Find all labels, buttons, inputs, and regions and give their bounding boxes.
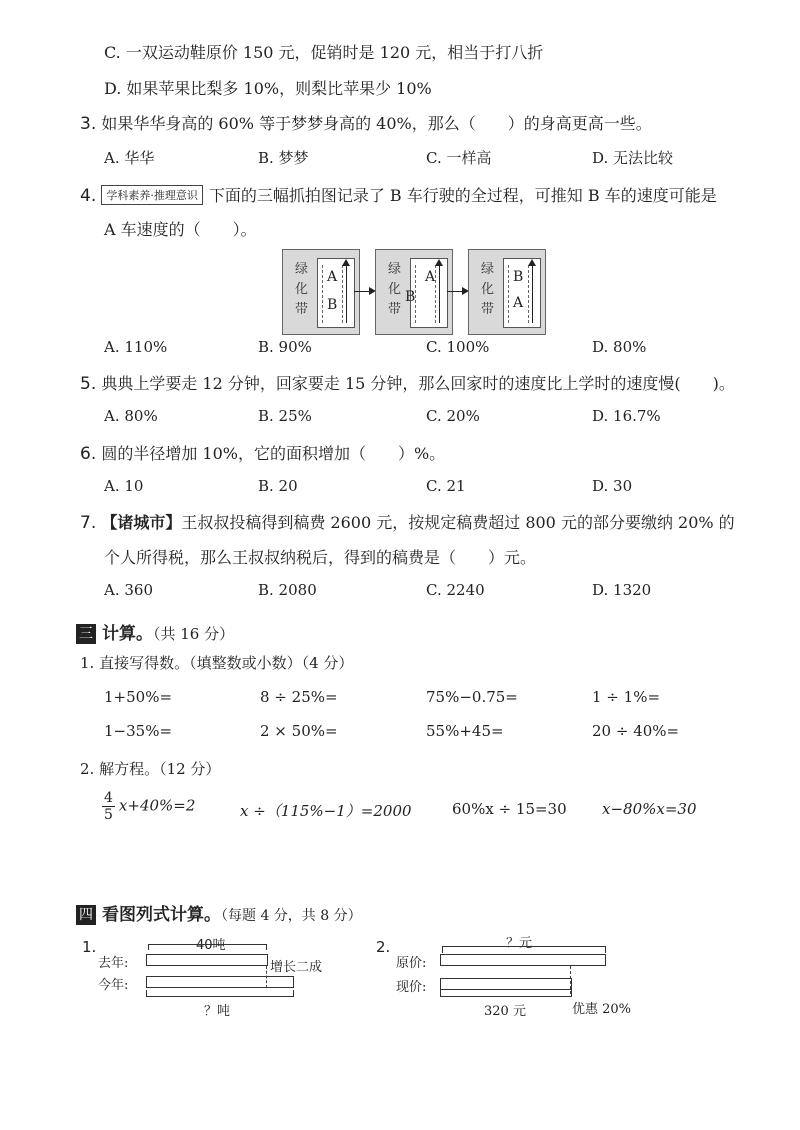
bracket-top xyxy=(148,944,266,945)
greenbelt-label: 绿 化 带 xyxy=(295,262,309,317)
question-text: 圆的半径增加 10%，它的面积增加（ ）%。 xyxy=(101,444,446,463)
q3-option-d: D. 无法比较 xyxy=(592,149,674,167)
q7-option-a: A. 360 xyxy=(104,581,153,599)
divider xyxy=(266,966,267,988)
this-year-label: 今年: xyxy=(98,978,129,993)
question-number: 5. xyxy=(80,374,97,394)
question-text: 王叔叔投稿得到稿费 2600 元，按规定稿费超过 800 元的部分要缴纳 20% 的 xyxy=(181,513,735,532)
discount-label: 优惠 20% xyxy=(572,1002,632,1017)
bracket-right xyxy=(266,944,267,950)
car-label: A xyxy=(327,269,338,285)
car-label: A xyxy=(513,295,524,311)
q4-option-a: A. 110% xyxy=(104,338,168,356)
problem-2-number: 2. xyxy=(376,938,391,956)
q7-option-d: D. 1320 xyxy=(592,581,652,599)
original-price-bar xyxy=(440,954,606,966)
equation-4: x−80%x=30 xyxy=(602,800,697,818)
car-label: B xyxy=(405,289,416,305)
road xyxy=(405,258,448,328)
road xyxy=(317,258,355,328)
sec3-sub2: 2. 解方程。（12 分） xyxy=(80,760,221,778)
q6-option-d: D. 30 xyxy=(592,477,633,495)
section-title: 计算。 xyxy=(102,624,153,644)
problem-1-number: 1. xyxy=(82,938,97,956)
question-number: 6. xyxy=(80,444,97,464)
question-number: 4. xyxy=(80,186,97,206)
q5-option-c: C. 20% xyxy=(426,407,480,425)
last-year-total: 40吨 xyxy=(196,938,226,953)
question-3 xyxy=(80,111,652,134)
road xyxy=(503,258,541,328)
question-text: 如果华华身高的 60% 等于梦梦身高的 40%，那么（ ）的身高更高一些。 xyxy=(101,114,652,133)
car-label: B xyxy=(513,269,524,285)
calc-item: 20 ÷ 40%= xyxy=(592,722,680,740)
q7-option-b: B. 2080 xyxy=(258,581,317,599)
greenbelt-label: 绿 化 带 xyxy=(481,262,495,317)
question-number: 7. xyxy=(80,513,97,533)
section-4-heading xyxy=(76,900,362,925)
question-4 xyxy=(80,183,717,206)
right-arrow-icon xyxy=(447,291,467,292)
q4-option-b: B. 90% xyxy=(258,338,312,356)
bracket-bottom xyxy=(440,990,572,997)
section-title: 看图列式计算。 xyxy=(102,905,221,925)
direction-arrow-icon xyxy=(532,265,533,323)
greenbelt-label: 绿 化 带 xyxy=(388,262,402,317)
q3-option-a: A. 华华 xyxy=(104,149,155,167)
q5-option-a: A. 80% xyxy=(104,407,158,425)
question-5 xyxy=(80,371,735,394)
fraction: $\frac{4}{5}$ xyxy=(104,790,113,823)
q7-option-c: C. 2240 xyxy=(426,581,485,599)
q3-option-b: B. 梦梦 xyxy=(258,149,309,167)
section-3-heading xyxy=(76,619,234,644)
snapshot-1 xyxy=(282,249,360,335)
this-year-bar xyxy=(146,976,294,988)
unknown-tons: ？吨 xyxy=(204,1004,231,1019)
question-number: 3. xyxy=(80,114,97,134)
calc-item: 1+50%= xyxy=(104,688,173,706)
increase-label: 增长二成 xyxy=(270,960,323,975)
q6-option-c: C. 21 xyxy=(426,477,466,495)
equation-3: 60%x ÷ 15=30 xyxy=(452,800,567,818)
last-year-bar xyxy=(146,954,268,966)
current-price-label: 现价: xyxy=(396,980,427,995)
equation-1: $\frac{4}{5}$ x+40%=2 xyxy=(104,790,196,823)
q3-option-c: C. 一样高 xyxy=(426,149,492,167)
question-7-continued: 个人所得税，那么王叔叔纳税后，得到的稿费是（ ）元。 xyxy=(104,548,537,567)
section-badge: 四 xyxy=(76,905,96,925)
right-arrow-icon xyxy=(354,291,374,292)
bracket-top xyxy=(442,946,606,953)
question-6 xyxy=(80,441,445,464)
calc-item: 1 ÷ 1%= xyxy=(592,688,661,706)
section-score: （每题 4 分，共 8 分） xyxy=(221,908,362,924)
calc-item: 55%+45= xyxy=(426,722,504,740)
car-label: A xyxy=(425,269,436,285)
calc-item: 1−35%= xyxy=(104,722,173,740)
equation-2: x ÷（115%−1）=2000 xyxy=(240,802,412,820)
question-4-continued: A 车速度的（ ）。 xyxy=(104,220,257,239)
question-7 xyxy=(80,510,735,533)
calc-item: 8 ÷ 25%= xyxy=(260,688,338,706)
calc-item: 2 × 50%= xyxy=(260,722,338,740)
direction-arrow-icon xyxy=(346,265,347,323)
question-text: 典典上学要走 12 分钟，回家要走 15 分钟，那么回家时的速度比上学时的速度慢( )。 xyxy=(101,374,735,393)
q2-option-c: C. 一双运动鞋原价 150 元，促销时是 120 元，相当于打八折 xyxy=(104,43,544,62)
q6-option-b: B. 20 xyxy=(258,477,298,495)
current-price-bar xyxy=(440,978,572,990)
direction-arrow-icon xyxy=(439,265,440,323)
calc-item: 75%−0.75= xyxy=(426,688,518,706)
literacy-tag: 学科素养·推理意识 xyxy=(101,185,203,205)
question-text: 下面的三幅抓拍图记录了 B 车行驶的全过程，可推知 B 车的速度可能是 xyxy=(208,186,717,205)
original-price-label: 原价: xyxy=(396,956,427,971)
region-tag: 【诸城市】 xyxy=(101,513,182,532)
section-badge: 三 xyxy=(76,624,96,644)
snapshot-2 xyxy=(375,249,453,335)
section-score: （共 16 分） xyxy=(153,625,235,643)
last-year-label: 去年: xyxy=(98,956,129,971)
q2-option-d: D. 如果苹果比梨多 10%，则梨比苹果少 10% xyxy=(104,79,432,98)
q4-option-c: C. 100% xyxy=(426,338,490,356)
q5-option-b: B. 25% xyxy=(258,407,312,425)
q4-option-d: D. 80% xyxy=(592,338,647,356)
bracket-bottom xyxy=(146,990,294,997)
snapshot-3 xyxy=(468,249,546,335)
sec3-sub1: 1. 直接写得数。（填整数或小数）（4 分） xyxy=(80,654,354,672)
unknown-original-price: ？元 xyxy=(506,936,533,951)
paid-amount: 320 元 xyxy=(484,1004,526,1019)
q6-option-a: A. 10 xyxy=(104,477,144,495)
car-label: B xyxy=(327,297,338,313)
q5-option-d: D. 16.7% xyxy=(592,407,661,425)
